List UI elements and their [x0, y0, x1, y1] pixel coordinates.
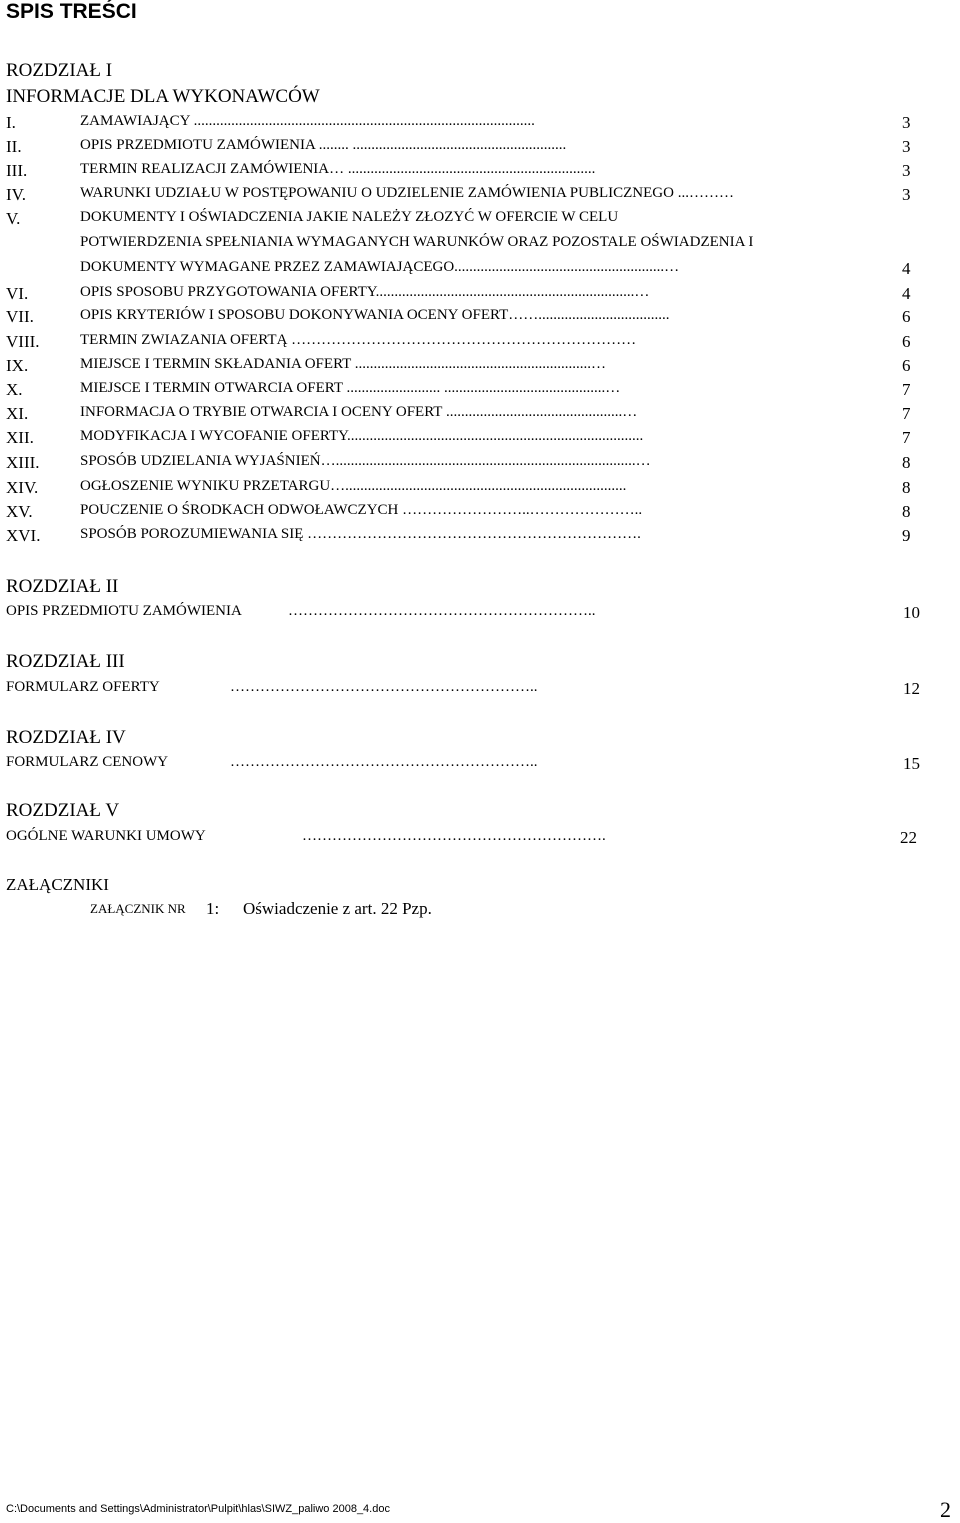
- toc-item: [0, 161, 960, 183]
- toc-item-number: XVI.: [6, 526, 41, 545]
- chapter-2-page: 10: [903, 603, 920, 622]
- chapter-2-heading: ROZDZIAŁ II: [6, 576, 119, 597]
- toc-item-page: 4: [902, 284, 911, 303]
- chapter-4-leader: ……………………………………………………..: [230, 754, 538, 770]
- toc-item: [0, 404, 960, 426]
- toc-item-page: 8: [902, 502, 911, 521]
- toc-item-5-line-3: DOKUMENTY WYMAGANE PRZEZ ZAMAWIAJĄCEGO........................................................…: [80, 259, 680, 275]
- toc-item-label: OGŁOSZENIE WYNIKU PRZETARGU…...........................................................................: [80, 478, 627, 494]
- toc-item: [0, 332, 960, 354]
- toc-item-number: I.: [6, 113, 16, 132]
- chapter-1-heading: ROZDZIAŁ I: [6, 60, 113, 81]
- toc-item-label: ZAMAWIAJĄCY ...........................................................................................: [80, 113, 535, 129]
- toc-item-number: XV.: [6, 502, 33, 521]
- footer-page-number: 2: [940, 1497, 951, 1522]
- chapter-4-heading: ROZDZIAŁ IV: [6, 727, 126, 748]
- toc-item-label: WARUNKI UDZIAŁU W POSTĘPOWANIU O UDZIELENIE ZAMÓWIENIA PUBLICZNEGO ...………: [80, 185, 734, 201]
- toc-item-5-page: 4: [902, 259, 911, 278]
- appendix-title: Oświadczenie z art. 22 Pzp.: [243, 899, 432, 918]
- toc-item: [0, 526, 960, 548]
- toc-item-page: 7: [902, 380, 911, 399]
- toc-item-number: VIII.: [6, 332, 40, 351]
- toc-item-page: 8: [902, 453, 911, 472]
- toc-item-label: DOKUMENTY I OŚWIADCZENIA JAKIE NALEŻY ZŁOZYĆ W OFERCIE W CELU: [80, 209, 619, 225]
- toc-item-number: V.: [6, 209, 21, 228]
- toc-item-page: 6: [902, 307, 911, 326]
- toc-item-number: IV.: [6, 185, 26, 204]
- toc-item-page: 3: [902, 137, 911, 156]
- chapter-2-leader: ……………………………………………………..: [288, 603, 596, 619]
- toc-item-label: SPOSÓB UDZIELANIA WYJAŚNIEŃ…................................................................................…: [80, 453, 651, 469]
- toc-item-number: VI.: [6, 284, 29, 303]
- chapter-3-heading: ROZDZIAŁ III: [6, 651, 125, 672]
- toc-item: [0, 356, 960, 378]
- toc-item-label: INFORMACJA O TRYBIE OTWARCIA I OCENY OFERT ...............................................…: [80, 404, 638, 420]
- toc-item-page: 6: [902, 332, 911, 351]
- chapter-5-page: 22: [900, 828, 917, 847]
- toc-item-number: II.: [6, 137, 22, 156]
- toc-item-label: OPIS KRYTERIÓW I SPOSOBU DOKONYWANIA OCENY OFERT……...................................: [80, 307, 670, 323]
- chapter-4-page: 15: [903, 754, 920, 773]
- chapter-3-page: 12: [903, 679, 920, 698]
- chapter-3-subtitle: FORMULARZ OFERTY: [6, 679, 160, 695]
- chapter-2-subtitle: OPIS PRZEDMIOTU ZAMÓWIENIA: [6, 603, 242, 619]
- toc-item: [0, 428, 960, 450]
- toc-item-label: TERMIN ZWIAZANIA OFERTĄ ……………………………………………………………: [80, 332, 637, 348]
- toc-item: [0, 137, 960, 159]
- chapter-5-heading: ROZDZIAŁ V: [6, 800, 120, 821]
- toc-item-number: III.: [6, 161, 28, 180]
- appendices-heading: ZAŁĄCZNIKI: [6, 875, 109, 894]
- toc-item-5-line-2: POTWIERDZENIA SPEŁNIANIA WYMAGANYCH WARUNKÓW ORAZ POZOSTALE OŚWIADZENIA I: [80, 234, 754, 250]
- chapter-3-leader: ……………………………………………………..: [230, 679, 538, 695]
- toc-item-label: MODYFIKACJA I WYCOFANIE OFERTY...............................................................................: [80, 428, 644, 444]
- toc-item-page: 6: [902, 356, 911, 375]
- toc-item: [0, 453, 960, 475]
- toc-item: [0, 478, 960, 500]
- toc-item-page: 8: [902, 478, 911, 497]
- chapter-1-subtitle: INFORMACJE DLA WYKONAWCÓW: [6, 86, 320, 107]
- toc-item-number: IX.: [6, 356, 29, 375]
- toc-item-page: 7: [902, 404, 911, 423]
- toc-item-number: VII.: [6, 307, 34, 326]
- toc-item-label: OPIS SPOSOBU PRZYGOTOWANIA OFERTY.....................................................................…: [80, 284, 650, 300]
- toc-item: [0, 380, 960, 402]
- toc-item-label: POUCZENIE O ŚRODKACH ODWOŁAWCZYCH ……………………..…………………..: [80, 502, 643, 518]
- chapter-5-subtitle: OGÓLNE WARUNKI UMOWY: [6, 828, 206, 844]
- toc-item-number: XII.: [6, 428, 34, 447]
- toc-item-label: TERMIN REALIZACJI ZAMÓWIENIA… ..................................................................: [80, 161, 596, 177]
- toc-item: [0, 284, 960, 306]
- toc-item-page: 3: [902, 113, 911, 132]
- toc-item: [0, 113, 960, 135]
- footer-file-path: C:\Documents and Settings\Administrator\Pulpit\hlas\SIWZ_paliwo 2008_4.doc: [6, 1503, 390, 1515]
- toc-item-page: 7: [902, 428, 911, 447]
- toc-item-number: X.: [6, 380, 23, 399]
- toc-item: [0, 185, 960, 207]
- toc-item-label: OPIS PRZEDMIOTU ZAMÓWIENIA ........ .........................................................: [80, 137, 567, 153]
- page-title: SPIS TREŚCI: [6, 0, 137, 23]
- toc-item-label: MIEJSCE I TERMIN SKŁADANIA OFERT ...............................................................…: [80, 356, 607, 372]
- toc-item-label: SPOSÓB POROZUMIEWANIA SIĘ ………………………………………………………….: [80, 526, 641, 542]
- toc-item-number: XIV.: [6, 478, 39, 497]
- toc-item: [0, 307, 960, 329]
- toc-item-number: XIII.: [6, 453, 40, 472]
- appendix-label: ZAŁĄCZNIK NR: [90, 901, 186, 916]
- toc-item-page: 3: [902, 185, 911, 204]
- toc-item: [0, 209, 960, 231]
- toc-item: [0, 502, 960, 524]
- toc-item-page: 3: [902, 161, 911, 180]
- appendix-number: 1:: [206, 899, 220, 918]
- toc-item-page: 9: [902, 526, 911, 545]
- toc-item-number: XI.: [6, 404, 29, 423]
- chapter-4-subtitle: FORMULARZ CENOWY: [6, 754, 169, 770]
- toc-item-label: MIEJSCE I TERMIN OTWARCIA OFERT ......................... ...........................................…: [80, 380, 621, 396]
- chapter-5-leader: …………………………………………………….: [302, 828, 606, 844]
